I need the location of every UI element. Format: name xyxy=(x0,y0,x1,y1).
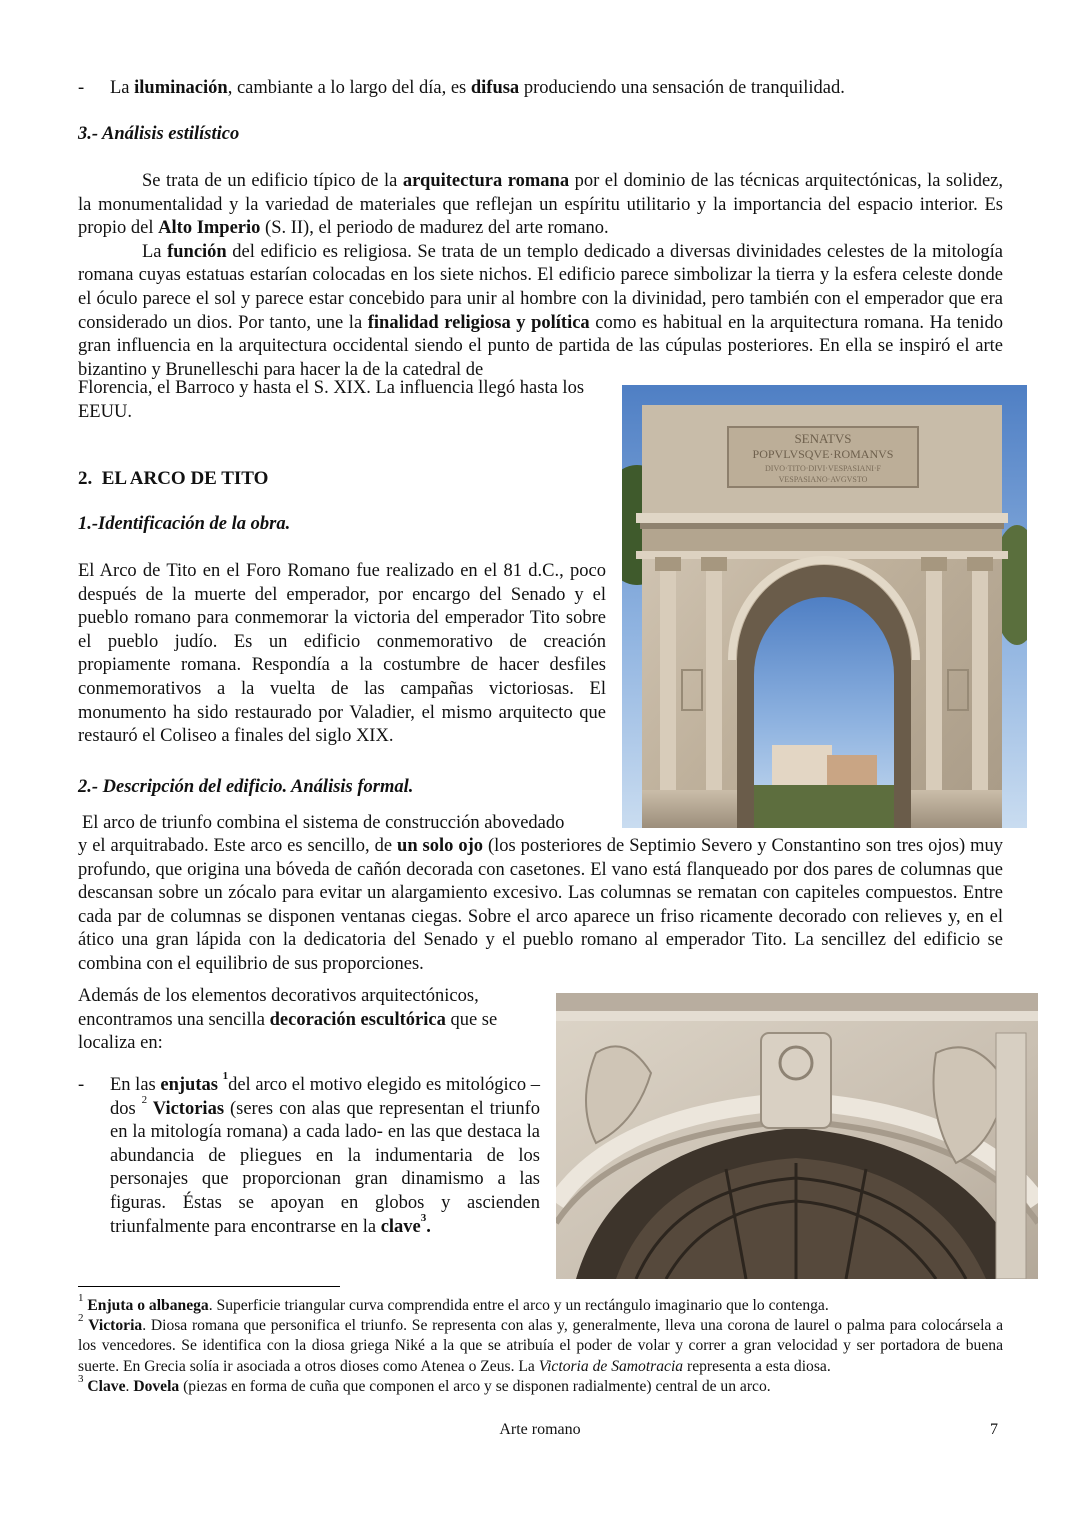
lighting-bullet: - La iluminación, cambiante a lo largo del día, es difusa produciendo una sensación de tranquilidad. xyxy=(78,78,845,98)
inscription-line-3: DIVO·TITO·DIVI·VESPASIANI·F xyxy=(765,464,881,473)
paragraph-function-end: Florencia, el Barroco y hasta el S. XIX. La influencia llegó hasta los EEUU. xyxy=(78,378,585,422)
identification-heading: 1.-Identificación de la obra. xyxy=(78,514,291,534)
description-first-line: El arco de triunfo combina el sistema de construcción abovedado xyxy=(82,813,565,833)
footnote-2: $^2$ Victoria. Diosa romana que personifica el triunfo. Se representa con alas y, generalmente, lleva una corona de laurel o palma para colocársela a los vencedores. Se identifica con la diosa griega Niké a la que se atribuía el poder de volar y correr a gran velocidad y ser portadora de buena suerte. En Grecia solía ir asociada a otros dioses como Atenea o Zeus. La Victoria de Samotracia representa a esta diosa. xyxy=(78,1312,1003,1375)
description-text: y el arquitrabado. Este arco es sencillo, de un solo ojo (los posteriores de Septimio Severo y Constantino son tres ojos) muy profundo, que origina una bóveda de cañón decorada con casetones. El vano está flanqueado por dos pares de columnas que descansan sobre un zócalo para evitar un alargamiento excesivo. Las columnas se rematan con capiteles compuestos. Entre cada par de columnas se disponen ventanas ciegas. Sobre el arco aparece un friso ricamente decorado con relieves y, en el ático una gran lápida con la dedicatoria del Senado y el pueblo romano al emperador Tito. La sencillez del edificio se combina con el equilibrio de sus proporciones. xyxy=(78,836,1003,974)
decoration-intro: Además de los elementos decorativos arquitectónicos, encontramos una sencilla decoración escultórica que se localiza en: xyxy=(78,986,498,1054)
footnotes xyxy=(78,1292,1003,1397)
inscription-line-4: VESPASIANO·AVGVSTO xyxy=(778,475,868,484)
section-title-arch-of-titus: 2. EL ARCO DE TITO xyxy=(78,468,269,489)
identification-text: El Arco de Tito en el Foro Romano fue realizado en el 81 d.C., poco después de la muerte del emperador, por encargo del Senado y el pueblo romano para conmemorar la victoria del emperador Tito sobre el pueblo judío. Es un edificio conmemorativo de creación propiamente romana. Respondía a la costumbre de hacer desfiles conmemorativos a la vuelta de las campañas victoriosas. El monumento ha sido restaurado por Valadier, el mismo arquitecto que restauró el Coliseo a finales del siglo XIX. xyxy=(78,561,606,747)
stylistic-analysis-text xyxy=(78,170,1003,382)
footnote-3: $^3$ Clave. Dovela (piezas en forma de cuña que componen el arco y se disponen radialmente) central de un arco. xyxy=(78,1372,771,1395)
spandrels-bullet: - En las enjutas $^1$del arco el motivo elegido es mitológico – dos $^2$ Victorias (seres con alas que representan el triunfo en la mitología romana) a cada lado- en las que destaca la abundancia de pliegues en la indumentaria de los personajes que proporcionan gran dinamismo a las figuras. Éstas se apoyan en globos y ascienden triunfalmente para encontrarse en la clave$^3$. xyxy=(78,1070,540,1237)
arch-relief-photo xyxy=(556,993,1038,1279)
footer-title: Arte romano xyxy=(499,1421,581,1438)
paragraph-function: La función del edificio es religiosa. Se trata de un templo dedicado a diversas divinidades celestes de la mitología romana cuyas estatuas estarían colocadas en los siete nichos. El edificio parece simbolizar la tierra y la esfera celeste donde el óculo parece el sol y parece estar concebido para unir al hombre con la divinidad, pero también con el emperador que era considerado un dios. Por tanto, une la finalidad religiosa y política como es habitual en la arquitectura romana. Ha tenido gran influencia en la arquitectura occidental siendo el punto de partida de las cúpulas posteriores. En ella se inspiró el arte bizantino y Brunelleschi para hacer la de la catedral de xyxy=(78,241,1003,380)
footnote-separator xyxy=(78,1286,340,1287)
footnote-1: $^1$ Enjuta o albanega. Superficie triangular curva comprendida entre el arco y un rectángulo imaginario que lo contenga. xyxy=(78,1292,829,1314)
inscription-line-2: POPVLVSQVE·ROMANVS xyxy=(752,447,894,461)
page-number: 7 xyxy=(990,1421,998,1438)
description-heading: 2.- Descripción del edificio. Análisis formal. xyxy=(78,777,414,797)
inscription-line-1: SENATVS xyxy=(794,431,852,446)
paragraph-architecture: Se trata de un edificio típico de la arquitectura romana por el dominio de las técnicas arquitectónicas, la solidez, la monumentalidad y la variedad de materiales que reflejan un espíritu utilitario y la importancia del espacio interior. Es propio del Alto Imperio (S. II), el periodo de madurez del arte romano. xyxy=(78,171,1003,239)
stylistic-analysis-heading: 3.- Análisis estilístico xyxy=(78,124,240,144)
arch-of-titus-photo xyxy=(622,385,1027,828)
